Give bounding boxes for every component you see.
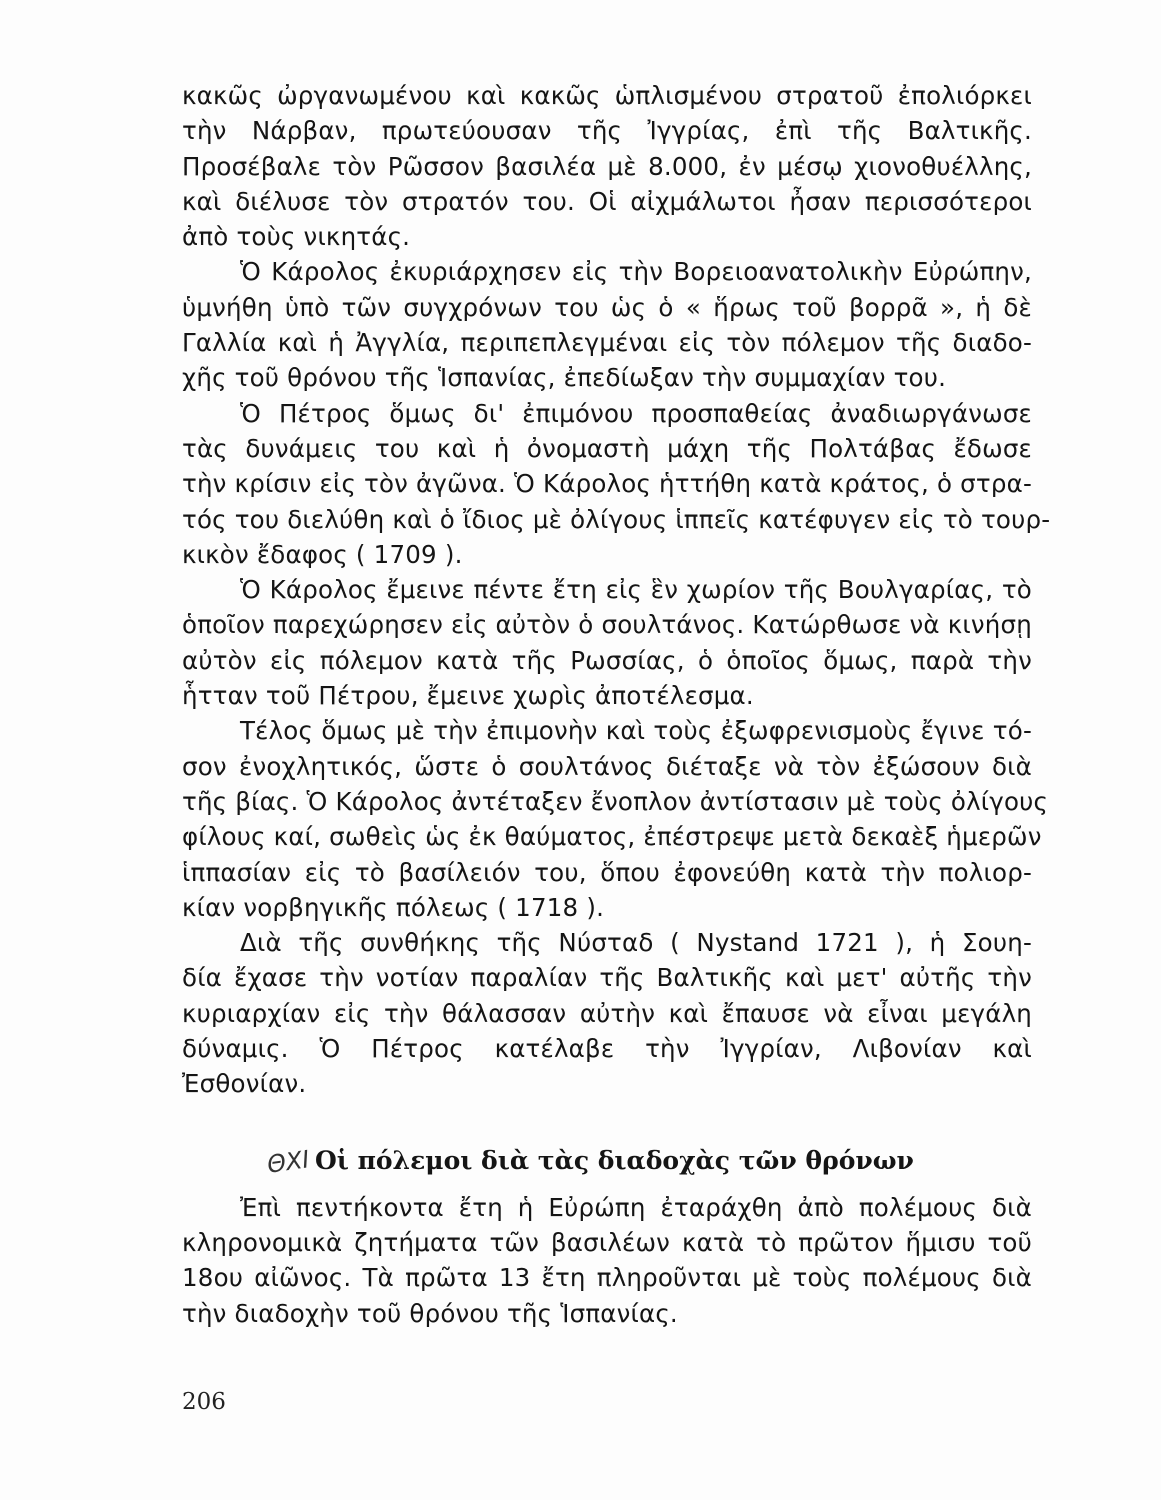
text-line: ὑμνήθη ὑπὸ τῶν συγχρόνων του ὡς ὁ « ἥρως τοῦ βορρᾶ », ἡ δὲ — [182, 292, 1032, 322]
text-line: Ὁ Κάρολος ἐκυριάρχησεν εἰς τὴν Βορειοανατολικὴν Εὐρώπην, — [240, 257, 1032, 287]
text-line: τός του διελύθη καὶ ὁ ἴδιος μὲ ὀλίγους ἱππεῖς κατέφυγεν εἰς τὸ τουρ- — [182, 504, 1051, 534]
text-line: Προσέβαλε τὸν Ρῶσσον βασιλέα μὲ 8.000, ἐν μέσῳ χιονοθυέλλης, — [182, 151, 1032, 181]
text-line: Ἐσθονίαν. — [182, 1069, 307, 1099]
text-line: δία ἔχασε τὴν νοτίαν παραλίαν τῆς Βαλτικῆς καὶ μετ' αὐτῆς τὴν — [182, 963, 1032, 993]
paragraph — [182, 1190, 1032, 1331]
text-line: φίλους καί, σωθεὶς ὡς ἐκ θαύματος, ἐπέστρεψε μετὰ δεκαὲξ ἡμερῶν — [182, 822, 1042, 852]
paragraph — [182, 254, 1032, 395]
text-line: καὶ διέλυσε τὸν στρατόν του. Οἱ αἰχμάλωτοι ἦσαν περισσότεροι — [182, 186, 1032, 216]
text-line: χῆς τοῦ θρόνου τῆς Ἱσπανίας, ἐπεδίωξαν τὴν συμμαχίαν του. — [182, 363, 947, 393]
text-line: κυριαρχίαν εἰς τὴν θάλασσαν αὐτὴν καὶ ἔπαυσε νὰ εἶναι μεγάλη — [182, 998, 1032, 1028]
text-line: κικὸν ἔδαφος ( 1709 ). — [182, 539, 463, 569]
text-line: τῆς βίας. Ὁ Κάρολος ἀντέταξεν ἔνοπλον ἀντίστασιν μὲ τοὺς ὀλίγους — [182, 786, 1049, 816]
paragraph — [182, 78, 1032, 254]
text-line: Ἐπὶ πεντήκοντα ἔτη ἡ Εὐρώπη ἐταράχθη ἀπὸ πολέμους διὰ — [240, 1192, 1032, 1222]
paragraph — [182, 925, 1032, 1101]
text-line: τὴν Νάρβαν, πρωτεύουσαν τῆς Ἰγγρίας, ἐπὶ τῆς Βαλτικῆς. — [182, 116, 1032, 146]
text-line: κληρονομικὰ ζητήματα τῶν βασιλέων κατὰ τὸ πρῶτον ἥμισυ τοῦ — [182, 1227, 1032, 1257]
text-line: ἱππασίαν εἰς τὸ βασίλειόν του, ὅπου ἐφονεύθη κατὰ τὴν πολιορ- — [182, 857, 1032, 887]
paragraph — [182, 396, 1051, 572]
text-line: σον ἐνοχλητικός, ὥστε ὁ σουλτάνος διέταξε νὰ τὸν ἐξώσουν διὰ — [182, 751, 1032, 781]
text-line: Τέλος ὅμως μὲ τὴν ἐπιμονὴν καὶ τοὺς ἐξωφρενισμοὺς ἔγινε τό- — [240, 716, 1032, 746]
section-spacer — [182, 1102, 1032, 1140]
page-number: 206 — [182, 1389, 226, 1415]
text-line: Ὁ Πέτρος ὅμως δι' ἐπιμόνου προσπαθείας ἀναδιωργάνωσε — [240, 398, 1032, 428]
section-heading-row — [182, 1140, 1032, 1190]
text-line: δύναμις. Ὁ Πέτρος κατέλαβε τὴν Ἰγγρίαν, Λιβονίαν καὶ — [182, 1034, 1032, 1064]
text-line: Διὰ τῆς συνθήκης τῆς Νύσταδ ( Nystand 1721 ), ἡ Σουη- — [240, 928, 1032, 958]
text-line: κίαν νορβηγικῆς πόλεως ( 1718 ). — [182, 892, 605, 922]
paragraph — [182, 572, 1032, 713]
text-line: Ὁ Κάρολος ἔμεινε πέντε ἔτη εἰς ἓν χωρίον τῆς Βουλγαρίας, τὸ — [240, 575, 1032, 605]
text-line: 18ου αἰῶνος. Τὰ πρῶτα 13 ἔτη πληροῦνται μὲ τοὺς πολέμους διὰ — [182, 1263, 1032, 1293]
text-line: τὴν κρίσιν εἰς τὸν ἀγῶνα. Ὁ Κάρολος ἡττήθη κατὰ κράτος, ὁ στρα- — [182, 469, 1032, 499]
text-line: τὴν διαδοχὴν τοῦ θρόνου τῆς Ἱσπανίας. — [182, 1298, 678, 1328]
text-line: κακῶς ὠργανωμένου καὶ κακῶς ὡπλισμένου στρατοῦ ἐπολιόρκει — [182, 81, 1032, 110]
text-line: ἀπὸ τοὺς νικητάς. — [182, 222, 411, 252]
text-line: Γαλλία καὶ ἡ Ἀγγλία, περιπεπλεγμέναι εἰς τὸν πόλεμον τῆς διαδο- — [182, 328, 1032, 358]
paragraph — [182, 713, 1049, 925]
text-line: ἧτταν τοῦ Πέτρου, ἔμεινε χωρὶς ἀποτέλεσμα. — [182, 681, 754, 711]
section-heading: Οἱ πόλεμοι διὰ τὰς διαδοχὰς τῶν θρόνων — [315, 1145, 914, 1175]
text-line: ὁποῖον παρεχώρησεν εἰς αὐτὸν ὁ σουλτάνος. Κατώρθωσε νὰ κινήσῃ — [182, 610, 1032, 640]
text-line: τὰς δυνάμεις του καὶ ἡ ὀνομαστὴ μάχη τῆς Πολτάβας ἔδωσε — [182, 433, 1032, 463]
text-line: αὐτὸν εἰς πόλεμον κατὰ τῆς Ρωσσίας, ὁ ὁποῖος ὅμως, παρὰ τὴν — [182, 645, 1032, 675]
handwritten-marginal-note: ΘΧΙ — [265, 1144, 312, 1179]
main-text — [182, 78, 1051, 1331]
